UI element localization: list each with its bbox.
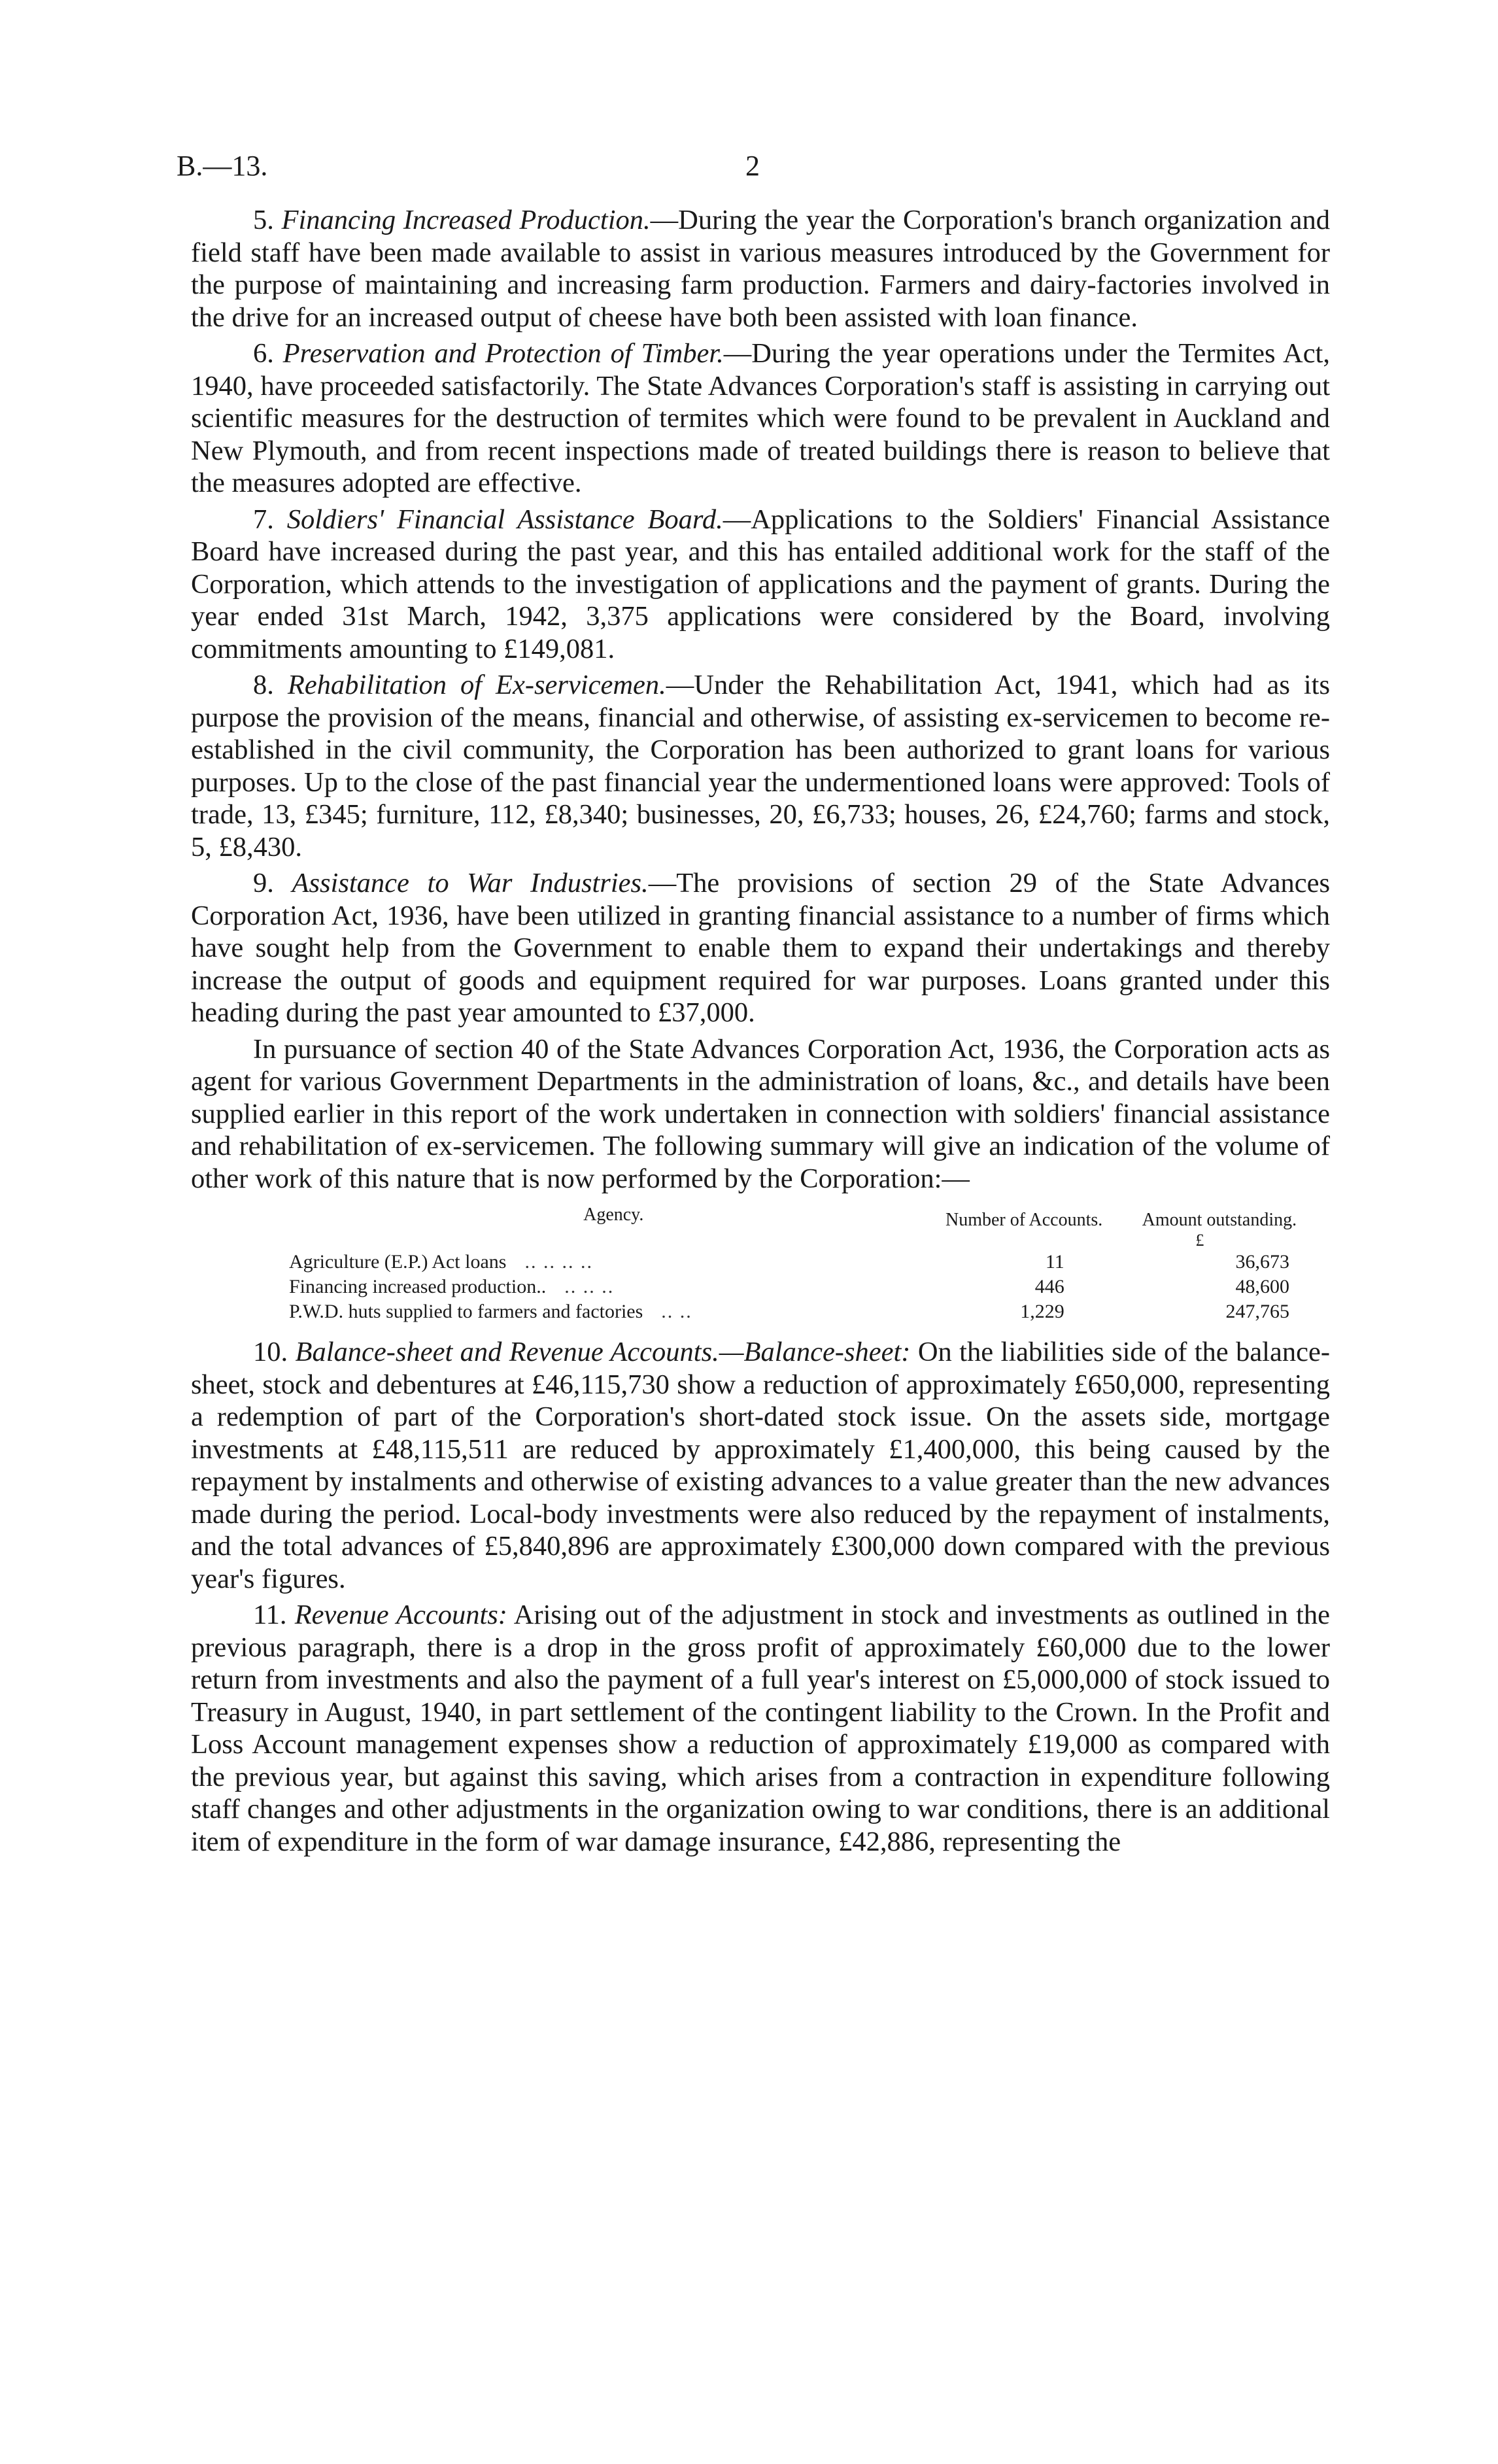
agency-name: Financing increased production.. bbox=[289, 1276, 547, 1297]
unit-row bbox=[289, 1231, 1329, 1250]
section-title: Revenue Accounts: bbox=[294, 1600, 507, 1630]
section-title: Financing Increased Production. bbox=[281, 205, 651, 235]
dot-leader: .. .. .. bbox=[564, 1276, 615, 1297]
section-9-paragraph bbox=[191, 867, 1330, 1029]
section-text: Arising out of the adjustment in stock and investments as outlined in the previous paragraph, there is a drop in the gross profit of approximately £60,000 due to the lower return from investments and also the payment of a full year's interest on £5,000,000 of stock issued to Treasury in August, 1940, in part settlement of the contingent liability to the Crown. In the Profit and Loss Account management expenses show a reduction of approximately £19,000 as compared with the previous year, but against this saving, which arises from a contraction in expenditure following staff changes and other adjustments in the organization owing to war conditions, there is an additional item of expenditure in the form of war damage insurance, £42,886, representing the bbox=[191, 1600, 1330, 1857]
section-text: —Applications to the Soldiers' Financial Assistance Board have increased during the past year, and this has entailed additional work for the staff of the Corporation, which attends to the investigation of applications and the payment of grants. During the year ended 31st March, 1942, 3,375 applications were considered by the Board, involving commitments amounting to £149,081. bbox=[191, 504, 1330, 664]
document-body bbox=[191, 204, 1330, 1862]
section-8-paragraph bbox=[191, 669, 1330, 863]
table-header-row bbox=[289, 1204, 1329, 1231]
section-title: Preservation and Protection of Timber. bbox=[282, 338, 724, 369]
amount-outstanding: 247,765 bbox=[1225, 1301, 1289, 1322]
table-row bbox=[289, 1299, 1329, 1324]
section-number: 9. bbox=[253, 868, 274, 898]
agency-intro-paragraph: In pursuance of section 40 of the State Advances Corporation Act, 1936, the Corporation acts as agent for various Government Departments in the administration of loans, &c., and details have been supplied earlier in this report of the work undertaken in connection with soldiers' financial assistance and rehabilitation of ex-servicemen. The following summary will give an indication of the volume of other work of this nature that is now performed by the Corporation:— bbox=[191, 1033, 1330, 1194]
section-number: 10. bbox=[253, 1337, 288, 1367]
section-title: Balance-sheet and Revenue Accounts.—Balance-sheet: bbox=[295, 1337, 911, 1367]
section-11-paragraph bbox=[191, 1599, 1330, 1858]
amount-unit: £ bbox=[1195, 1231, 1204, 1250]
section-10-paragraph bbox=[191, 1336, 1330, 1595]
section-6-paragraph bbox=[191, 337, 1330, 500]
page-header bbox=[0, 149, 1498, 188]
section-number: 8. bbox=[253, 670, 274, 700]
section-text: —During the year operations under the Termites Act, 1940, have proceeded satisfactorily. The State Advances Corporation's staff is assisting in carrying out scientific measures for the destruction of termites which were found to be prevalent in Auckland and New Plymouth, and from recent inspections made of treated buildings there is reason to believe that the measures adopted are effective. bbox=[191, 338, 1330, 498]
section-5-paragraph bbox=[191, 204, 1330, 334]
section-title: Assistance to War Industries. bbox=[292, 868, 649, 898]
agency-summary-table bbox=[289, 1204, 1329, 1324]
dot-leader: .. .. bbox=[661, 1301, 692, 1322]
agency-name: Agriculture (E.P.) Act loans bbox=[289, 1251, 507, 1273]
section-number: 7. bbox=[253, 504, 274, 535]
dot-leader: .. .. .. .. bbox=[524, 1251, 593, 1273]
accounts-column-header: Number of Accounts. bbox=[945, 1210, 1103, 1230]
section-text: —The provisions of section 29 of the State Advances Corporation Act, 1936, have been utilized in granting financial assistance to a number of firms which have sought help from the Government to enable them to expand their undertakings and thereby increase the output of goods and equipment required for war purposes. Loans granted under this heading during the past year amounted to £37,000. bbox=[191, 868, 1330, 1028]
accounts-count: 446 bbox=[1034, 1276, 1064, 1297]
section-text: —During the year the Corporation's branch organization and field staff have been made available to assist in various measures introduced by the Government for the purpose of maintaining and increasing farm production. Farmers and dairy-factories involved in the drive for an increased output of cheese have both been assisted with loan finance. bbox=[191, 205, 1330, 333]
page-number: 2 bbox=[745, 150, 760, 182]
table-row bbox=[289, 1275, 1329, 1299]
section-title: Rehabilitation of Ex-servicemen. bbox=[287, 670, 666, 700]
amount-column-header: Amount outstanding. bbox=[1142, 1210, 1297, 1230]
document-reference: B.—13. bbox=[177, 150, 268, 182]
section-7-paragraph bbox=[191, 504, 1330, 666]
accounts-count: 1,229 bbox=[1020, 1301, 1064, 1322]
section-number: 11. bbox=[253, 1600, 287, 1630]
agency-column-header: Agency. bbox=[583, 1205, 644, 1225]
accounts-count: 11 bbox=[1045, 1251, 1064, 1273]
section-number: 6. bbox=[253, 338, 274, 369]
amount-outstanding: 48,600 bbox=[1235, 1276, 1289, 1297]
table-row bbox=[289, 1250, 1329, 1275]
agency-name: P.W.D. huts supplied to farmers and factories bbox=[289, 1301, 643, 1322]
section-text: On the liabilities side of the balance-sheet, stock and debentures at £46,115,730 show a reduction of approximately £650,000, representing a redemption of part of the Corporation's short-dated stock issue. On the assets side, mortgage investments at £48,115,511 are reduced by approximately £1,400,000, this being caused by the repayment by instalments and otherwise of existing advances to a value greater than the new advances made during the period. Local-body investments were also reduced by the repayment of instalments, and the total advances of £5,840,896 are approximately £300,000 down compared with the previous year's figures. bbox=[191, 1337, 1330, 1594]
section-title: Soldiers' Financial Assistance Board. bbox=[286, 504, 723, 535]
section-text: —Under the Rehabilitation Act, 1941, which had as its purpose the provision of the means, financial and otherwise, of assisting ex-servicemen to become re-established in the civil community, the Corporation has been authorized to grant loans for various purposes. Up to the close of the past financial year the undermentioned loans were approved: Tools of trade, 13, £345; furniture, 112, £8,340; businesses, 20, £6,733; houses, 26, £24,760; farms and stock, 5, £8,430. bbox=[191, 670, 1331, 863]
section-number: 5. bbox=[253, 205, 274, 235]
amount-outstanding: 36,673 bbox=[1235, 1251, 1289, 1273]
